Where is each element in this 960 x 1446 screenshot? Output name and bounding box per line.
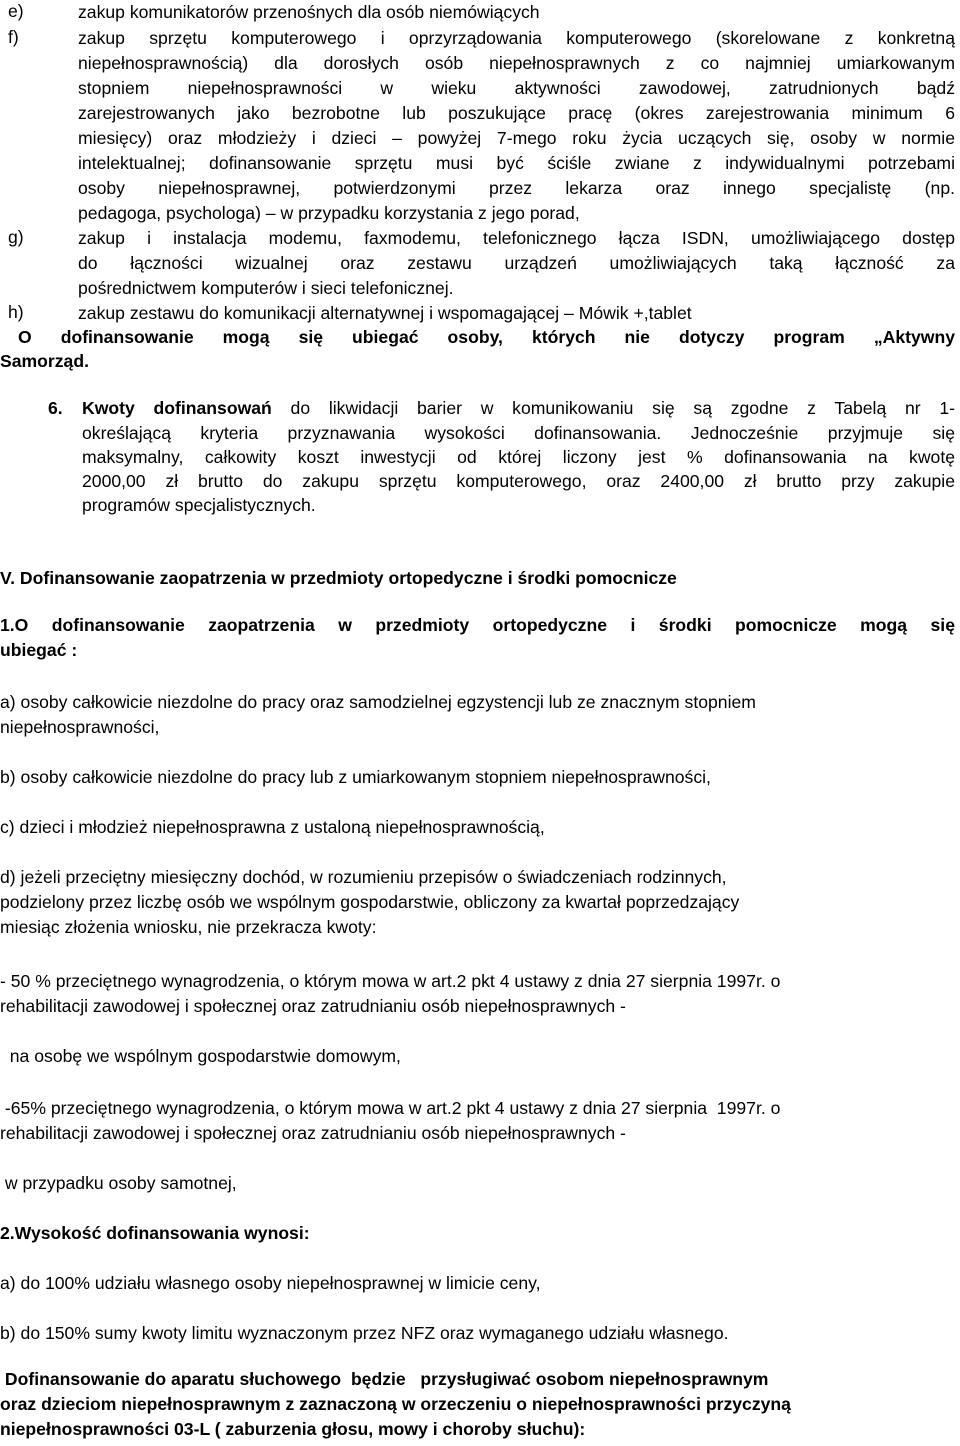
threshold-65-line: -65% przeciętnego wynagrodzenia, o którym mowa w art.2 pkt 4 ustawy z dnia 27 sierpnia 1997r. o [0,1098,781,1118]
list-item-f-line: osoby niepełnosprawnej, potwierdzonymi przez lekarza oraz innego specjalistę (np. [78,178,955,198]
paragraph-2-item-a: a) do 100% udziału własnego osoby niepełnosprawnej w limicie ceny, [0,1273,541,1293]
section-6-line: programów specjalistycznych. [82,495,316,515]
item-c: c) dzieci i młodzież niepełnosprawna z ustaloną niepełnosprawnością, [0,817,545,837]
list-item-g-line: do łączności wizualnej oraz zestawu urządzeń umożliwiających taką łączność za [78,253,955,273]
item-a-line: niepełnosprawności, [0,717,160,737]
section-6-line [82,397,955,419]
list-item-e: zakup komunikatorów przenośnych dla osób niemówiących [78,2,540,22]
list-item-f-line: intelektualnej; dofinansowanie sprzętu musi być ściśle zwiane z indywidualnymi potrzebami [78,153,955,173]
section-6-line: określającą kryteria przyznawania wysokości dofinansowania. Jednocześnie przyjmuje się [82,423,955,443]
list-label-h: h) [8,302,24,322]
list-item-f-line: pedagoga, psychologa) – w przypadku korzystania z jego porad, [78,203,580,223]
hearing-aid-line: oraz dzieciom niepełnosprawnym z zaznaczoną w orzeczeniu o niepełnosprawności przyczyną [0,1394,791,1414]
threshold-50-line: - 50 % przeciętnego wynagrodzenia, o którym mowa w art.2 pkt 4 ustawy z dnia 27 sierpnia 1997r. o [0,971,781,991]
section-6-line: maksymalny, całkowity koszt inwestycji od której liczony jest % dofinansowania na kwotę [82,447,955,467]
list-item-f-line: miesięcy) oraz młodzieży i dzieci – powyżej 7-mego roku życia uczących się, osoby w normie [78,128,955,148]
list-item-f-line: zakup sprzętu komputerowego i oprzyrządowania komputerowego (skorelowane z konkretną [78,28,955,48]
paragraph-2-heading: 2.Wysokość dofinansowania wynosi: [0,1223,310,1243]
list-item-f-line: niepełnosprawnością) dla dorosłych osób niepełnosprawnych z co najmniej umiarkowanym [78,53,955,73]
paragraph-1-heading: 1.O dofinansowanie zaopatrzenia w przedmioty ortopedyczne i środki pomocnicze mogą się [0,615,955,635]
household-note: na osobę we wspólnym gospodarstwie domowym, [0,1046,401,1066]
item-d-line: d) jeżeli przeciętny miesięczny dochód, w rozumieniu przepisów o świadczeniach rodzinnych, [0,867,727,887]
list-item-f-line: stopniem niepełnosprawności w wieku aktywności zawodowej, zatrudnionych bądź [78,78,955,98]
aktywny-samorzad-note: O dofinansowanie mogą się ubiegać osoby, których nie dotyczy program „Aktywny [18,327,955,347]
section-6-number: 6. [48,398,63,418]
section-6-lead: Kwoty dofinansowań [82,398,272,418]
list-item-g-line: pośrednictwem komputerów i sieci telefonicznej. [78,278,454,298]
item-d-line: miesiąc złożenia wniosku, nie przekracza kwoty: [0,917,377,937]
hearing-aid-line: niepełnosprawności 03-L ( zaburzenia głosu, mowy i choroby słuchu): [0,1419,586,1439]
threshold-50-line: rehabilitacji zawodowej i społecznej oraz zatrudnianiu osób niepełnosprawnych - [0,996,626,1016]
single-person-note: w przypadku osoby samotnej, [0,1173,237,1193]
section-6-line1-rest: do likwidacji barier w komunikowaniu się są zgodne z Tabelą nr 1- [271,398,956,418]
list-item-g-line: zakup i instalacja modemu, faxmodemu, telefonicznego łącza ISDN, umożliwiającego dostęp [78,228,955,248]
hearing-aid-line: Dofinansowanie do aparatu słuchowego będzie przysługiwać osobom niepełnosprawnym [0,1369,769,1389]
list-item-f-line: zarejestrowanych jako bezrobotne lub poszukujące pracę (okres zarejestrowania minimum 6 [78,103,955,123]
chapter-5-title: V. Dofinansowanie zaopatrzenia w przedmioty ortopedyczne i środki pomocnicze [0,568,677,588]
threshold-65-line: rehabilitacji zawodowej i społecznej oraz zatrudnianiu osób niepełnosprawnych - [0,1123,626,1143]
item-d-line: podzielony przez liczbę osób we wspólnym gospodarstwie, obliczony za kwartał poprzedzający [0,892,740,912]
list-item-h: zakup zestawu do komunikacji alternatywnej i wspomagającej – Mówik +,tablet [78,303,692,323]
list-label-f: f) [8,27,19,47]
aktywny-samorzad-note-end: Samorząd. [0,351,89,371]
list-label-e: e) [8,1,24,21]
section-6-line: 2000,00 zł brutto do zakupu sprzętu komputerowego, oraz 2400,00 zł brutto przy zakupie [82,471,955,491]
paragraph-1-heading-end: ubiegać : [0,640,78,660]
item-b: b) osoby całkowicie niezdolne do pracy lub z umiarkowanym stopniem niepełnosprawności, [0,767,711,787]
list-label-g: g) [8,227,24,247]
item-a-line: a) osoby całkowicie niezdolne do pracy oraz samodzielnej egzystencji lub ze znacznym stopniem [0,692,756,712]
paragraph-2-item-b: b) do 150% sumy kwoty limitu wyznaczonym przez NFZ oraz wymaganego udziału własnego. [0,1323,729,1343]
